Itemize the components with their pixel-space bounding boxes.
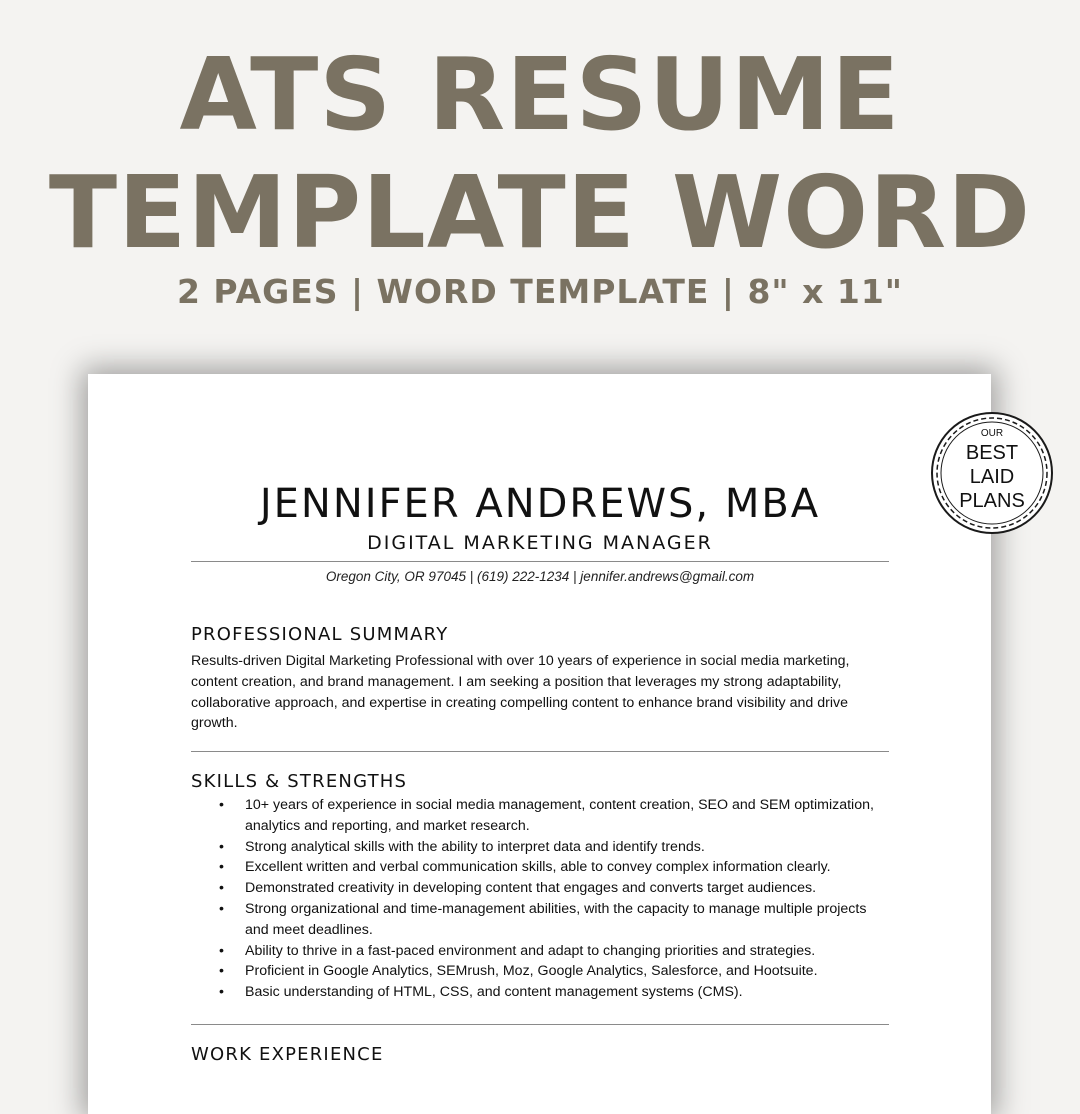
skill-item: • Strong analytical skills with the ability to interpret data and identify trends. xyxy=(191,837,889,858)
resume-page xyxy=(88,374,991,1114)
skills-list xyxy=(191,795,889,1003)
skill-item: • Basic understanding of HTML, CSS, and content management systems (CMS). xyxy=(191,982,889,1003)
skill-item: • Excellent written and verbal communication skills, able to convey complex information clearly. xyxy=(191,857,889,878)
bullet-icon: • xyxy=(219,838,224,855)
headline-line-1: ATS RESUME xyxy=(179,36,901,153)
product-subtitle: 2 PAGES | WORD TEMPLATE | 8" x 11" xyxy=(176,272,904,311)
skill-item: • Proficient in Google Analytics, SEMrush, Moz, Google Analytics, Salesforce, and Hootsuite. xyxy=(191,961,889,982)
headline-line-2: TEMPLATE WORD xyxy=(48,154,1032,271)
badge-line-2: LAID xyxy=(969,466,1015,488)
header-divider xyxy=(191,561,889,562)
skill-item: • 10+ years of experience in social media management, content creation, SEO and SEM optimization, analytics and reporting, and market research. xyxy=(219,797,874,834)
skill-item: • Strong organizational and time-management abilities, with the capacity to manage multiple projects and meet deadlines. xyxy=(219,900,867,938)
summary-divider xyxy=(191,751,889,752)
skill-item: • Ability to thrive in a fast-paced environment and adapt to changing priorities and strategies. xyxy=(191,941,889,962)
bullet-icon: • xyxy=(219,859,224,876)
bullet-icon: • xyxy=(219,963,224,980)
badge-line-3: PLANS xyxy=(959,490,1025,512)
bullet-icon: • xyxy=(219,900,224,917)
bullet-icon: • xyxy=(219,797,224,813)
bullet-icon: • xyxy=(219,942,224,959)
badge-line-1: BEST xyxy=(965,442,1019,464)
bullet-icon: • xyxy=(219,880,224,897)
skills-divider xyxy=(191,1024,889,1025)
work-heading: WORK EXPERIENCE xyxy=(191,1044,384,1065)
bullet-icon: • xyxy=(219,984,224,1001)
skill-item: • Demonstrated creativity in developing content that engages and converts target audiences. xyxy=(191,878,889,899)
resume-job-title: DIGITAL MARKETING MANAGER xyxy=(367,532,713,554)
badge-small-text: OUR xyxy=(980,428,1004,439)
resume-name: JENNIFER ANDREWS, MBA xyxy=(259,481,821,527)
contact-line: Oregon City, OR 97045 | (619) 222-1234 | jennifer.andrews@gmail.com xyxy=(325,569,755,584)
summary-text: Results-driven Digital Marketing Professional with over 10 years of experience in social media marketing, content creation, and brand management. I am seeking a position that leverages my strong adaptability, collaborative approach, and expertise in creating compelling content to enhance brand visibility and drive growth. xyxy=(191,653,850,732)
skills-heading: SKILLS & STRENGTHS xyxy=(191,771,408,792)
brand-badge xyxy=(929,410,1055,536)
summary-heading: PROFESSIONAL SUMMARY xyxy=(191,624,449,645)
